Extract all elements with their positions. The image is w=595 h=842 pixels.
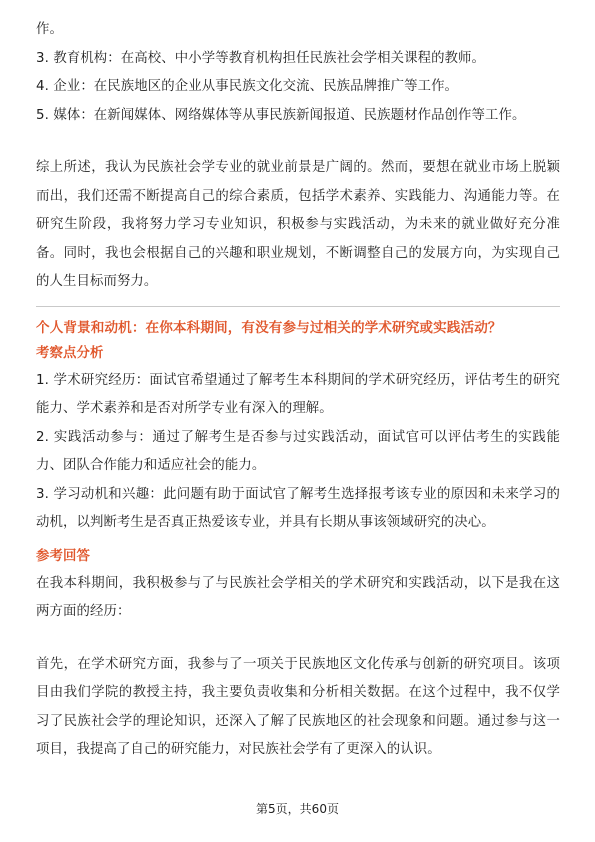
question-heading: 个人背景和动机：在你本科期间，有没有参与过相关的学术研究或实践活动？ (36, 319, 502, 336)
list-item-media: 5. 媒体：在新闻媒体、网络媒体等从事民族新闻报道、民族题材作品创作等工作。 (36, 107, 526, 123)
conclusion-paragraph: 综上所述，我认为民族社会学专业的就业前景是广阔的。然而，要想在就业市场上脱颖而出，我们还需不断提高自己的综合素质，包括学术素养、实践能力、沟通能力等。在研究生阶段，我将努力学习专业知识，积极参与实践活动，为未来的就业做好充分准备。同时，我也会根据自己的兴趣和职业规划，不断调整自己的发展方向，为实现自己的人生目标而努力。 (36, 160, 560, 289)
list-item-enterprise: 4. 企业：在民族地区的企业从事民族文化交流、民族品牌推广等工作。 (36, 79, 459, 94)
analysis-item: 1. 学术研究经历：面试官希望通过了解考生本科期间的学术研究经历，评估考生的研究能力、学术素养和是否对所学专业有深入的理解。 (36, 372, 560, 416)
page-content (36, 16, 560, 765)
section-divider (36, 306, 560, 307)
page-number: 第5页，共60页 (256, 802, 339, 816)
continued-line: 作。 (36, 22, 63, 37)
answer-intro: 在我本科期间，我积极参与了与民族社会学相关的学术研究和实践活动，以下是我在这两方面的经历： (36, 575, 560, 619)
analysis-title: 考察点分析 (36, 345, 104, 361)
analysis-item: 3. 学习动机和兴趣：此问题有助于面试官了解考生选择报考该专业的原因和未来学习的动机，以判断考生是否真正热爱该专业，并具有长期从事该领域研究的决心。 (36, 486, 560, 530)
answer-title: 参考回答 (36, 548, 90, 564)
list-item-education: 3. 教育机构：在高校、中小学等教育机构担任民族社会学相关课程的教师。 (36, 50, 486, 66)
analysis-item: 2. 实践活动参与：通过了解考生是否参与过实践活动，面试官可以评估考生的实践能力、团队合作能力和适应社会的能力。 (36, 429, 560, 473)
answer-body: 首先，在学术研究方面，我参与了一项关于民族地区文化传承与创新的研究项目。该项目由我们学院的教授主持，我主要负责收集和分析相关数据。在这个过程中，我不仅学习了民族社会学的理论知识，还深入了解了民族地区的社会现象和问题。通过参与这一项目，我提高了自己的研究能力，对民族社会学有了更深入的认识。 (36, 656, 560, 757)
